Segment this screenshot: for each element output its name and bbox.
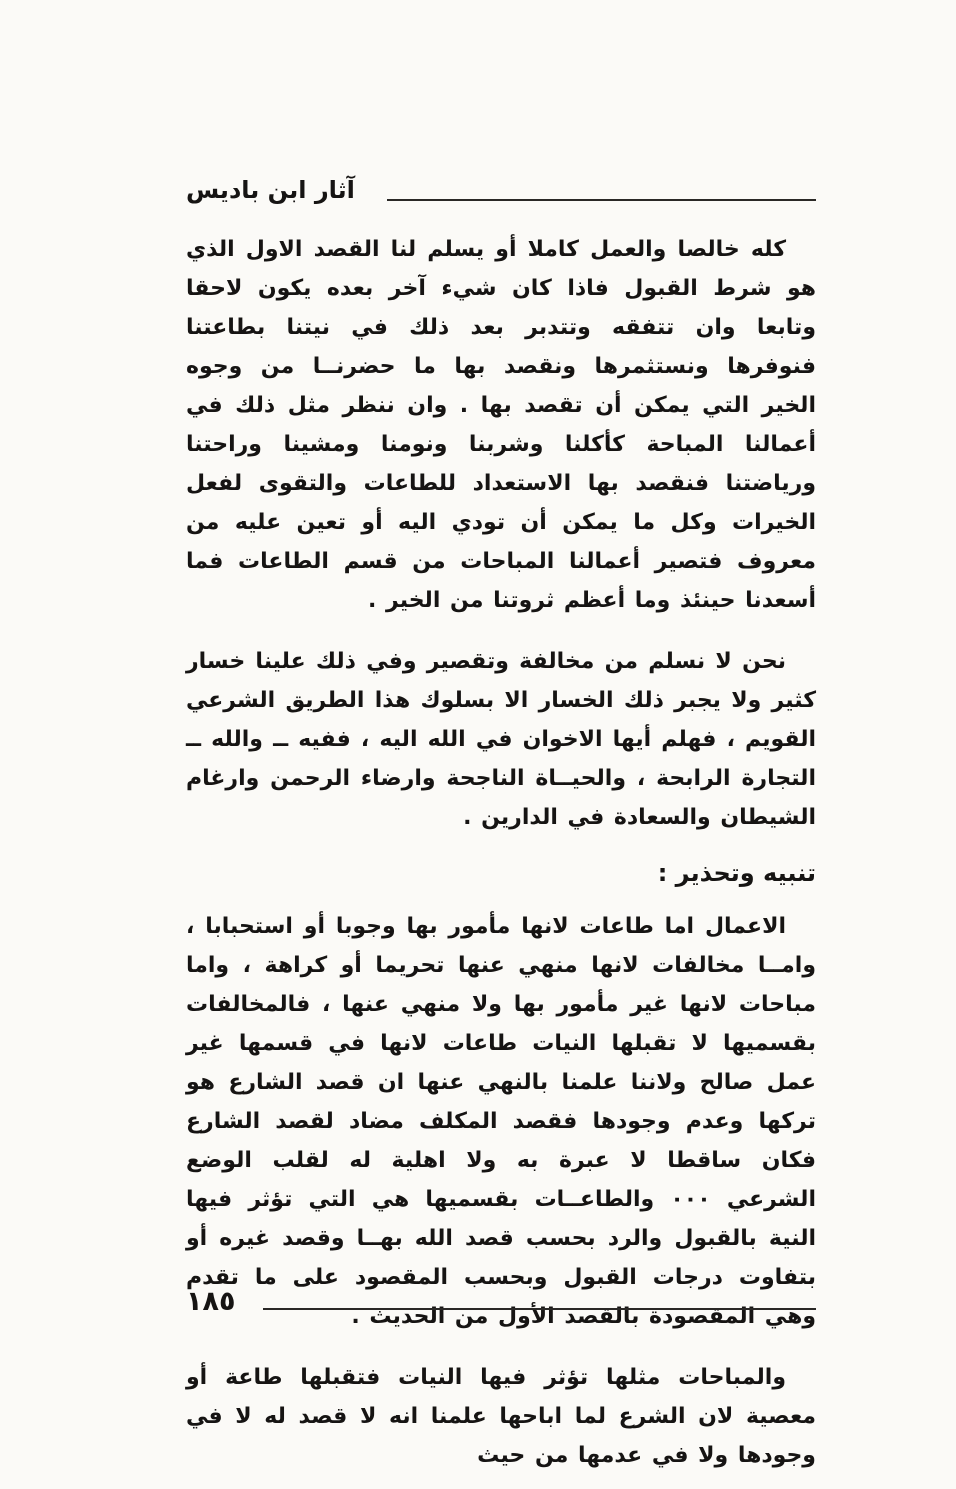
- footer-rule: [263, 1308, 816, 1310]
- book-title: آثار ابن باديس: [186, 176, 355, 204]
- paragraph-2: نحن لا نسلم من مخالفة وتقصير وفي ذلك علينا خسار كثير ولا يجبر ذلك الخسار الا بسلوك هذا الطريق الشرعي القويم ، فهلم أيها الاخوان في الله اليه ، ففيه ــ والله ــ التجارة الرابحة ، والحيــاة الناجحة وارضاء الرحمن وارغام الشيطان والسعادة في الدارين .: [186, 649, 816, 830]
- section-heading: تنبيه وتحذير :: [657, 859, 816, 887]
- header-rule: [387, 199, 816, 201]
- paragraph-4: والمباحات مثلها تؤثر فيها النيات فتقبلها طاعة أو معصية لان الشرع لما اباحها علمنا انه لا قصد له لا في وجودها ولا في عدمها من حيث: [186, 1365, 816, 1468]
- page-header: [186, 176, 816, 205]
- page-footer: [186, 1288, 816, 1315]
- page-number: ١٨٥: [186, 1286, 236, 1317]
- paragraph-1: كله خالصا والعمل كاملا أو يسلم لنا القصد الاول الذي هو شرط القبول فاذا كان شيء آخر بعده يكون لاحقا وتابعا وان تتفقه وتتدبر بعد ذلك في نيتنا بطاعتنا فنوفرها ونستثمرها ونقصد بها ما حضرنــا من وجوه الخير التي يمكن أن تقصد بها . وان ننظر مثل ذلك في أعمالنا المباحة كأكلنا وشربنا ونومنا ومشينا وراحتنا ورياضتنا فنقصد بها الاستعداد للطاعات والتقوى لفعل الخيرات وكل ما يمكن أن تودي اليه أو تعين عليه من معروف فتصير أعمالنا المباحات من قسم الطاعات فما أسعدنا حينئذ وما أعظم ثروتنا من الخير .: [186, 237, 816, 613]
- paragraph-3: الاعمال اما طاعات لانها مأمور بها وجوبا أو استحبابا ، وامــا مخالفات لانها منهي عنها تحريما أو كراهة ، واما مباحات لانها غير مأمور بها ولا منهي عنها ، فالمخالفات بقسميها لا تقبلها النيات طاعات لانها في قسمها غير عمل صالح ولاننا علمنا بالنهي عنها ان قصد الشارع هو تركها وعدم وجودها فقصد المكلف مضاد لقصد الشارع فكان ساقطا لا عبرة به ولا اهلية له لقلب الوضع الشرعي ٠٠٠ والطاعــات بقسميها هي التي تؤثر فيها النية بالقبول والرد بحسب قصد الله بهــا وقصد غيره أو بتفاوت درجات القبول وبحسب المقصود على ما تقدم وهي المقصودة بالقصد الأول من الحديث .: [186, 914, 816, 1329]
